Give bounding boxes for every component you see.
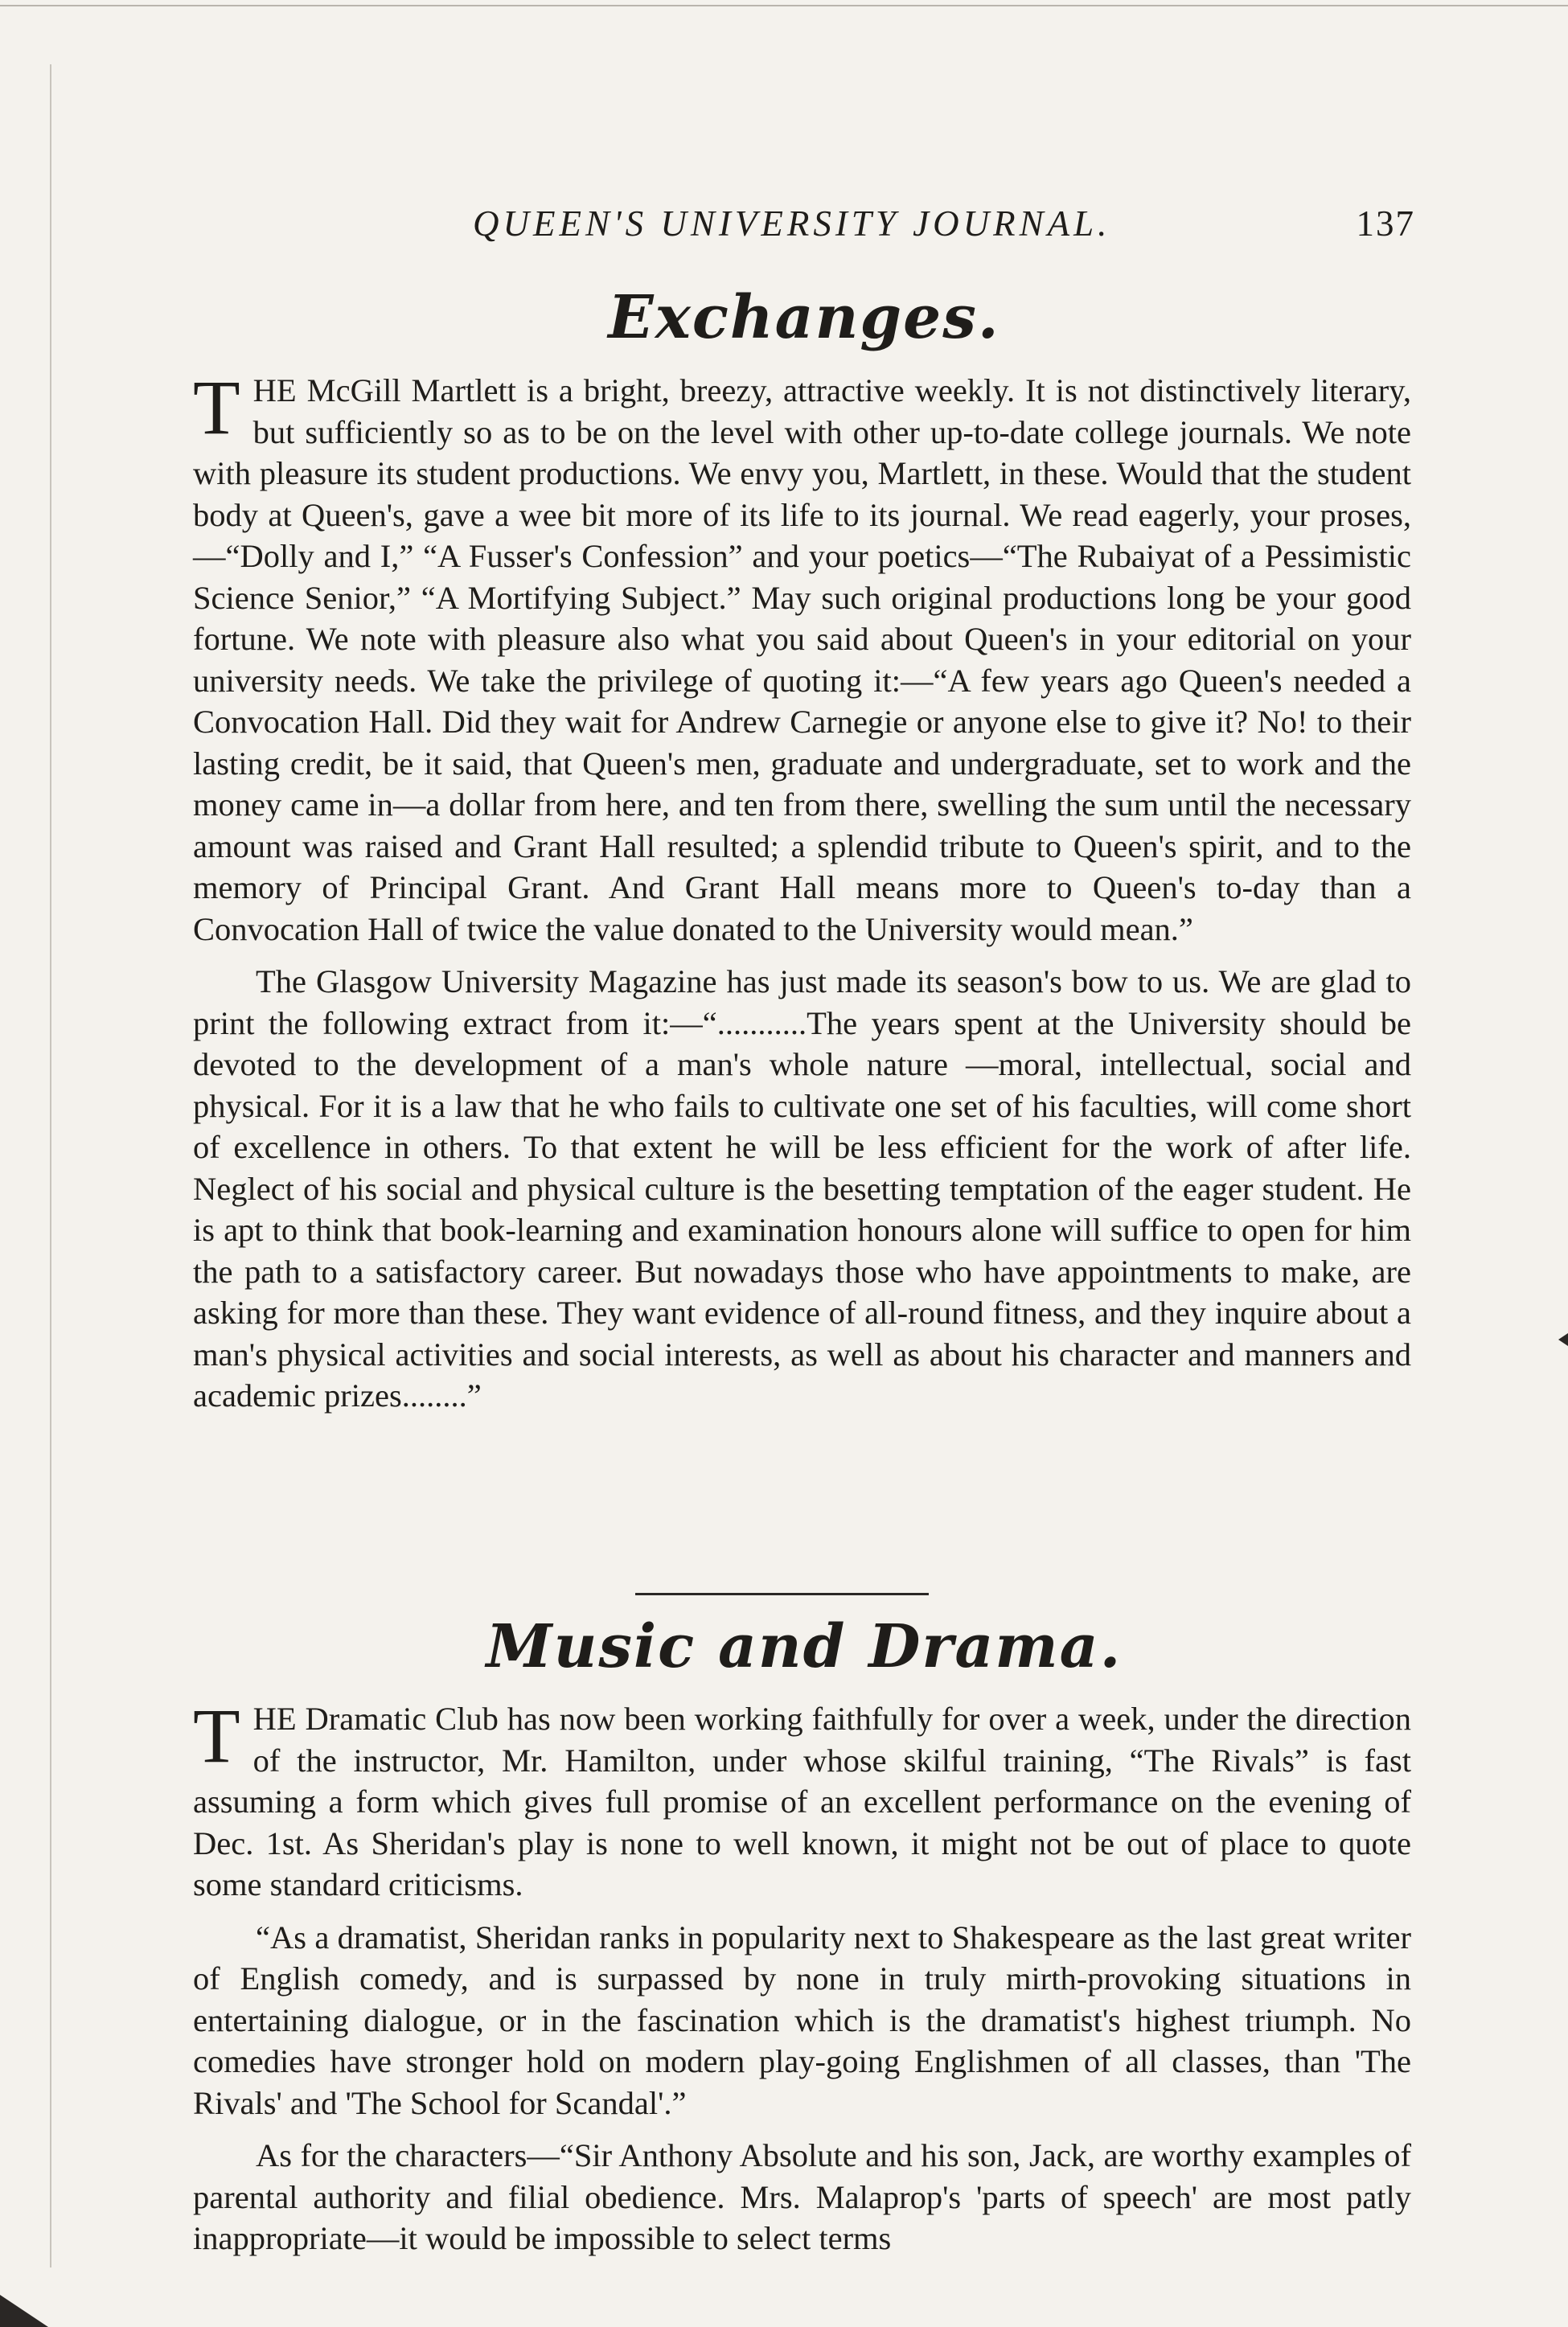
page-number: 137 <box>1356 203 1415 244</box>
page-corner-mark <box>0 2295 48 2327</box>
music-drama-section <box>193 1693 1411 2259</box>
music-paragraph-2: “As a dramatist, Sheridan ranks in popularity next to Shakespeare as the last great writer of English comedy, and is surpassed by none in truly mirth-provoking situations in entertaining dialogue, or in the fascination which is the dramatist's highest triumph. No comedies have stronger hold on modern play-going Englishmen of all classes, than 'The Rivals' and 'The School for Scandal'.” <box>193 1919 1411 2121</box>
journal-title: QUEEN'S UNIVERSITY JOURNAL. <box>473 203 1111 244</box>
margin-pointer-mark <box>1558 1333 1568 1346</box>
music-drama-heading: Music and Drama. <box>486 1612 1123 1681</box>
page-top-edge <box>0 0 1568 6</box>
section-divider <box>635 1593 929 1595</box>
music-paragraph-3: As for the characters—“Sir Anthony Absolute and his son, Jack, are worthy examples of parental authority and filial obedience. Mrs. Malaprop's 'parts of speech' are most patly inappropriate—it would be impossible to select terms <box>193 2137 1411 2256</box>
exchanges-heading: Exchanges. <box>608 283 1000 352</box>
exchanges-section <box>193 364 1411 1417</box>
music-paragraph-1: THE Dramatic Club has now been working faithfully for over a week, under the direction of the instructor, Mr. Hamilton, under whose skilful training, “The Rivals” is fast assuming a form which gives full promise of an excellent performance on the evening of Dec. 1st. As Sheridan's play is none to well known, it might not be out of place to quote some standard criticisms. <box>193 1693 1411 1902</box>
exchanges-paragraph-1: THE McGill Martlett is a bright, breezy, attractive weekly. It is not distinctively literary, but sufficiently so as to be on the level with other up-to-date college journals. We note with pleasure its student productions. We envy you, Martlett, in these. Would that the student body at Queen's, gave a wee bit more of its life to its journal. We read eagerly, your proses,—“Dolly and I,” “A Fusser's Confession” and your poetics—“The Rubaiyat of a Pessimistic Science Senior,” “A Mortifying Subject.” May such original productions long be your good fortune. We note with pleasure also what you said about Queen's in your editorial on your university needs. We take the privilege of quoting it:—“A few years ago Queen's needed a Convocation Hall. Did they wait for Andrew Carnegie or anyone else to give it? No! to their lasting credit, be it said, that Queen's men, graduate and undergraduate, set to work and the money came in—a dollar from here, and ten from there, swelling the sum until the necessary amount was raised and Grant Hall resulted; a splendid tribute to Queen's spirit, and to the memory of Principal Grant. And Grant Hall means more to Queen's to-day than a Convocation Hall of twice the value donated to the University would mean.” <box>193 364 1411 947</box>
page-binding-edge <box>50 64 51 2267</box>
running-head <box>193 203 1415 251</box>
exchanges-paragraph-2: The Glasgow University Magazine has just made its season's bow to us. We are glad to print the following extract from it:—“...........The years spent at the University should be devoted to the development of a man's whole nature —moral, intellectual, social and physical. For it is a law that he who fails to cultivate one set of his faculties, will come short of excellence in others. To that extent he will be less efficient for the work of after life. Neglect of his social and physical culture is the besetting temptation of the eager student. He is apt to think that book-learning and examination honours alone will suffice to open for him the path to a satisfactory career. But nowadays those who have appointments to make, are asking for more than these. They want evidence of all-round fitness, and they inquire about a man's physical activities and social interests, as well as about his character and manners and academic prizes........” <box>193 963 1411 1414</box>
